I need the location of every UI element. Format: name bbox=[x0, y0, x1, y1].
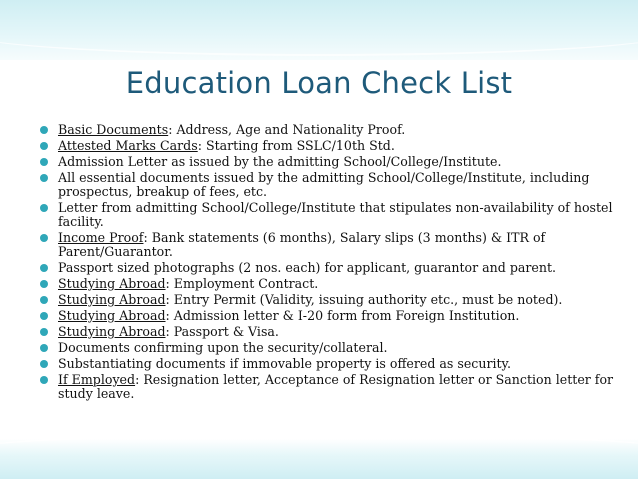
bullet-icon bbox=[40, 174, 48, 182]
item-separator: : bbox=[135, 372, 144, 387]
list-item bbox=[40, 155, 620, 169]
item-label: Studying Abroad bbox=[58, 292, 166, 307]
item-label: Income Proof bbox=[58, 230, 144, 245]
slide-title: Education Loan Check List bbox=[125, 66, 513, 100]
list-item bbox=[40, 293, 620, 307]
bullet-icon bbox=[40, 234, 48, 242]
bullet-icon bbox=[40, 312, 48, 320]
item-text: Substantiating documents if immovable property is offered as security. bbox=[58, 356, 511, 371]
bullet-icon bbox=[40, 360, 48, 368]
list-item bbox=[40, 373, 620, 401]
item-text: Passport sized photographs (2 nos. each) for applicant, guarantor and parent. bbox=[58, 260, 557, 275]
item-text: Bank statements (6 months), Salary slips (3 months) & ITR of Parent/Guarantor. bbox=[58, 230, 546, 259]
list-item bbox=[40, 261, 620, 275]
bullet-icon bbox=[40, 344, 48, 352]
bullet-icon bbox=[40, 264, 48, 272]
bullet-icon bbox=[40, 158, 48, 166]
item-text: Admission Letter as issued by the admitting School/College/Institute. bbox=[58, 154, 502, 169]
item-text: Passport & Visa. bbox=[173, 324, 279, 339]
item-label: Studying Abroad bbox=[58, 308, 166, 323]
list-item bbox=[40, 309, 620, 323]
item-text: Entry Permit (Validity, issuing authority etc., must be noted). bbox=[173, 292, 563, 307]
list-item bbox=[40, 231, 620, 259]
item-separator: : bbox=[197, 138, 206, 153]
checklist bbox=[40, 123, 620, 403]
item-separator: : bbox=[165, 324, 174, 339]
item-text: Starting from SSLC/10th Std. bbox=[205, 138, 395, 153]
list-item bbox=[40, 171, 620, 199]
item-text: Employment Contract. bbox=[173, 276, 319, 291]
top-decorative-band bbox=[0, 0, 638, 60]
bullet-icon bbox=[40, 376, 48, 384]
item-text: All essential documents issued by the admitting School/College/Institute, including prospectus, breakup of fees, etc. bbox=[58, 170, 590, 199]
item-separator: : bbox=[143, 230, 152, 245]
list-item bbox=[40, 139, 620, 153]
item-text: Resignation letter, Acceptance of Resignation letter or Sanction letter for study leave. bbox=[58, 372, 614, 401]
item-label: Studying Abroad bbox=[58, 324, 166, 339]
list-item bbox=[40, 341, 620, 355]
item-separator: : bbox=[168, 122, 177, 137]
item-label: Attested Marks Cards bbox=[58, 138, 198, 153]
bottom-decorative-band bbox=[0, 439, 638, 479]
bullet-icon bbox=[40, 296, 48, 304]
item-separator: : bbox=[165, 308, 174, 323]
item-text: Letter from admitting School/College/Institute that stipulates non-availability of hostel facility. bbox=[58, 200, 613, 229]
item-label: Studying Abroad bbox=[58, 276, 166, 291]
item-label: If Employed bbox=[58, 372, 136, 387]
bullet-icon bbox=[40, 142, 48, 150]
list-item bbox=[40, 357, 620, 371]
bullet-icon bbox=[40, 280, 48, 288]
list-item bbox=[40, 123, 620, 137]
bullet-icon bbox=[40, 204, 48, 212]
list-item bbox=[40, 201, 620, 229]
item-text: Documents confirming upon the security/collateral. bbox=[58, 340, 388, 355]
item-separator: : bbox=[165, 292, 174, 307]
item-label: Basic Documents bbox=[58, 122, 169, 137]
bullet-icon bbox=[40, 328, 48, 336]
item-text: Address, Age and Nationality Proof. bbox=[176, 122, 406, 137]
item-text: Admission letter & I-20 form from Foreign Institution. bbox=[173, 308, 520, 323]
bullet-icon bbox=[40, 126, 48, 134]
list-item bbox=[40, 277, 620, 291]
item-separator: : bbox=[165, 276, 174, 291]
list-item bbox=[40, 325, 620, 339]
